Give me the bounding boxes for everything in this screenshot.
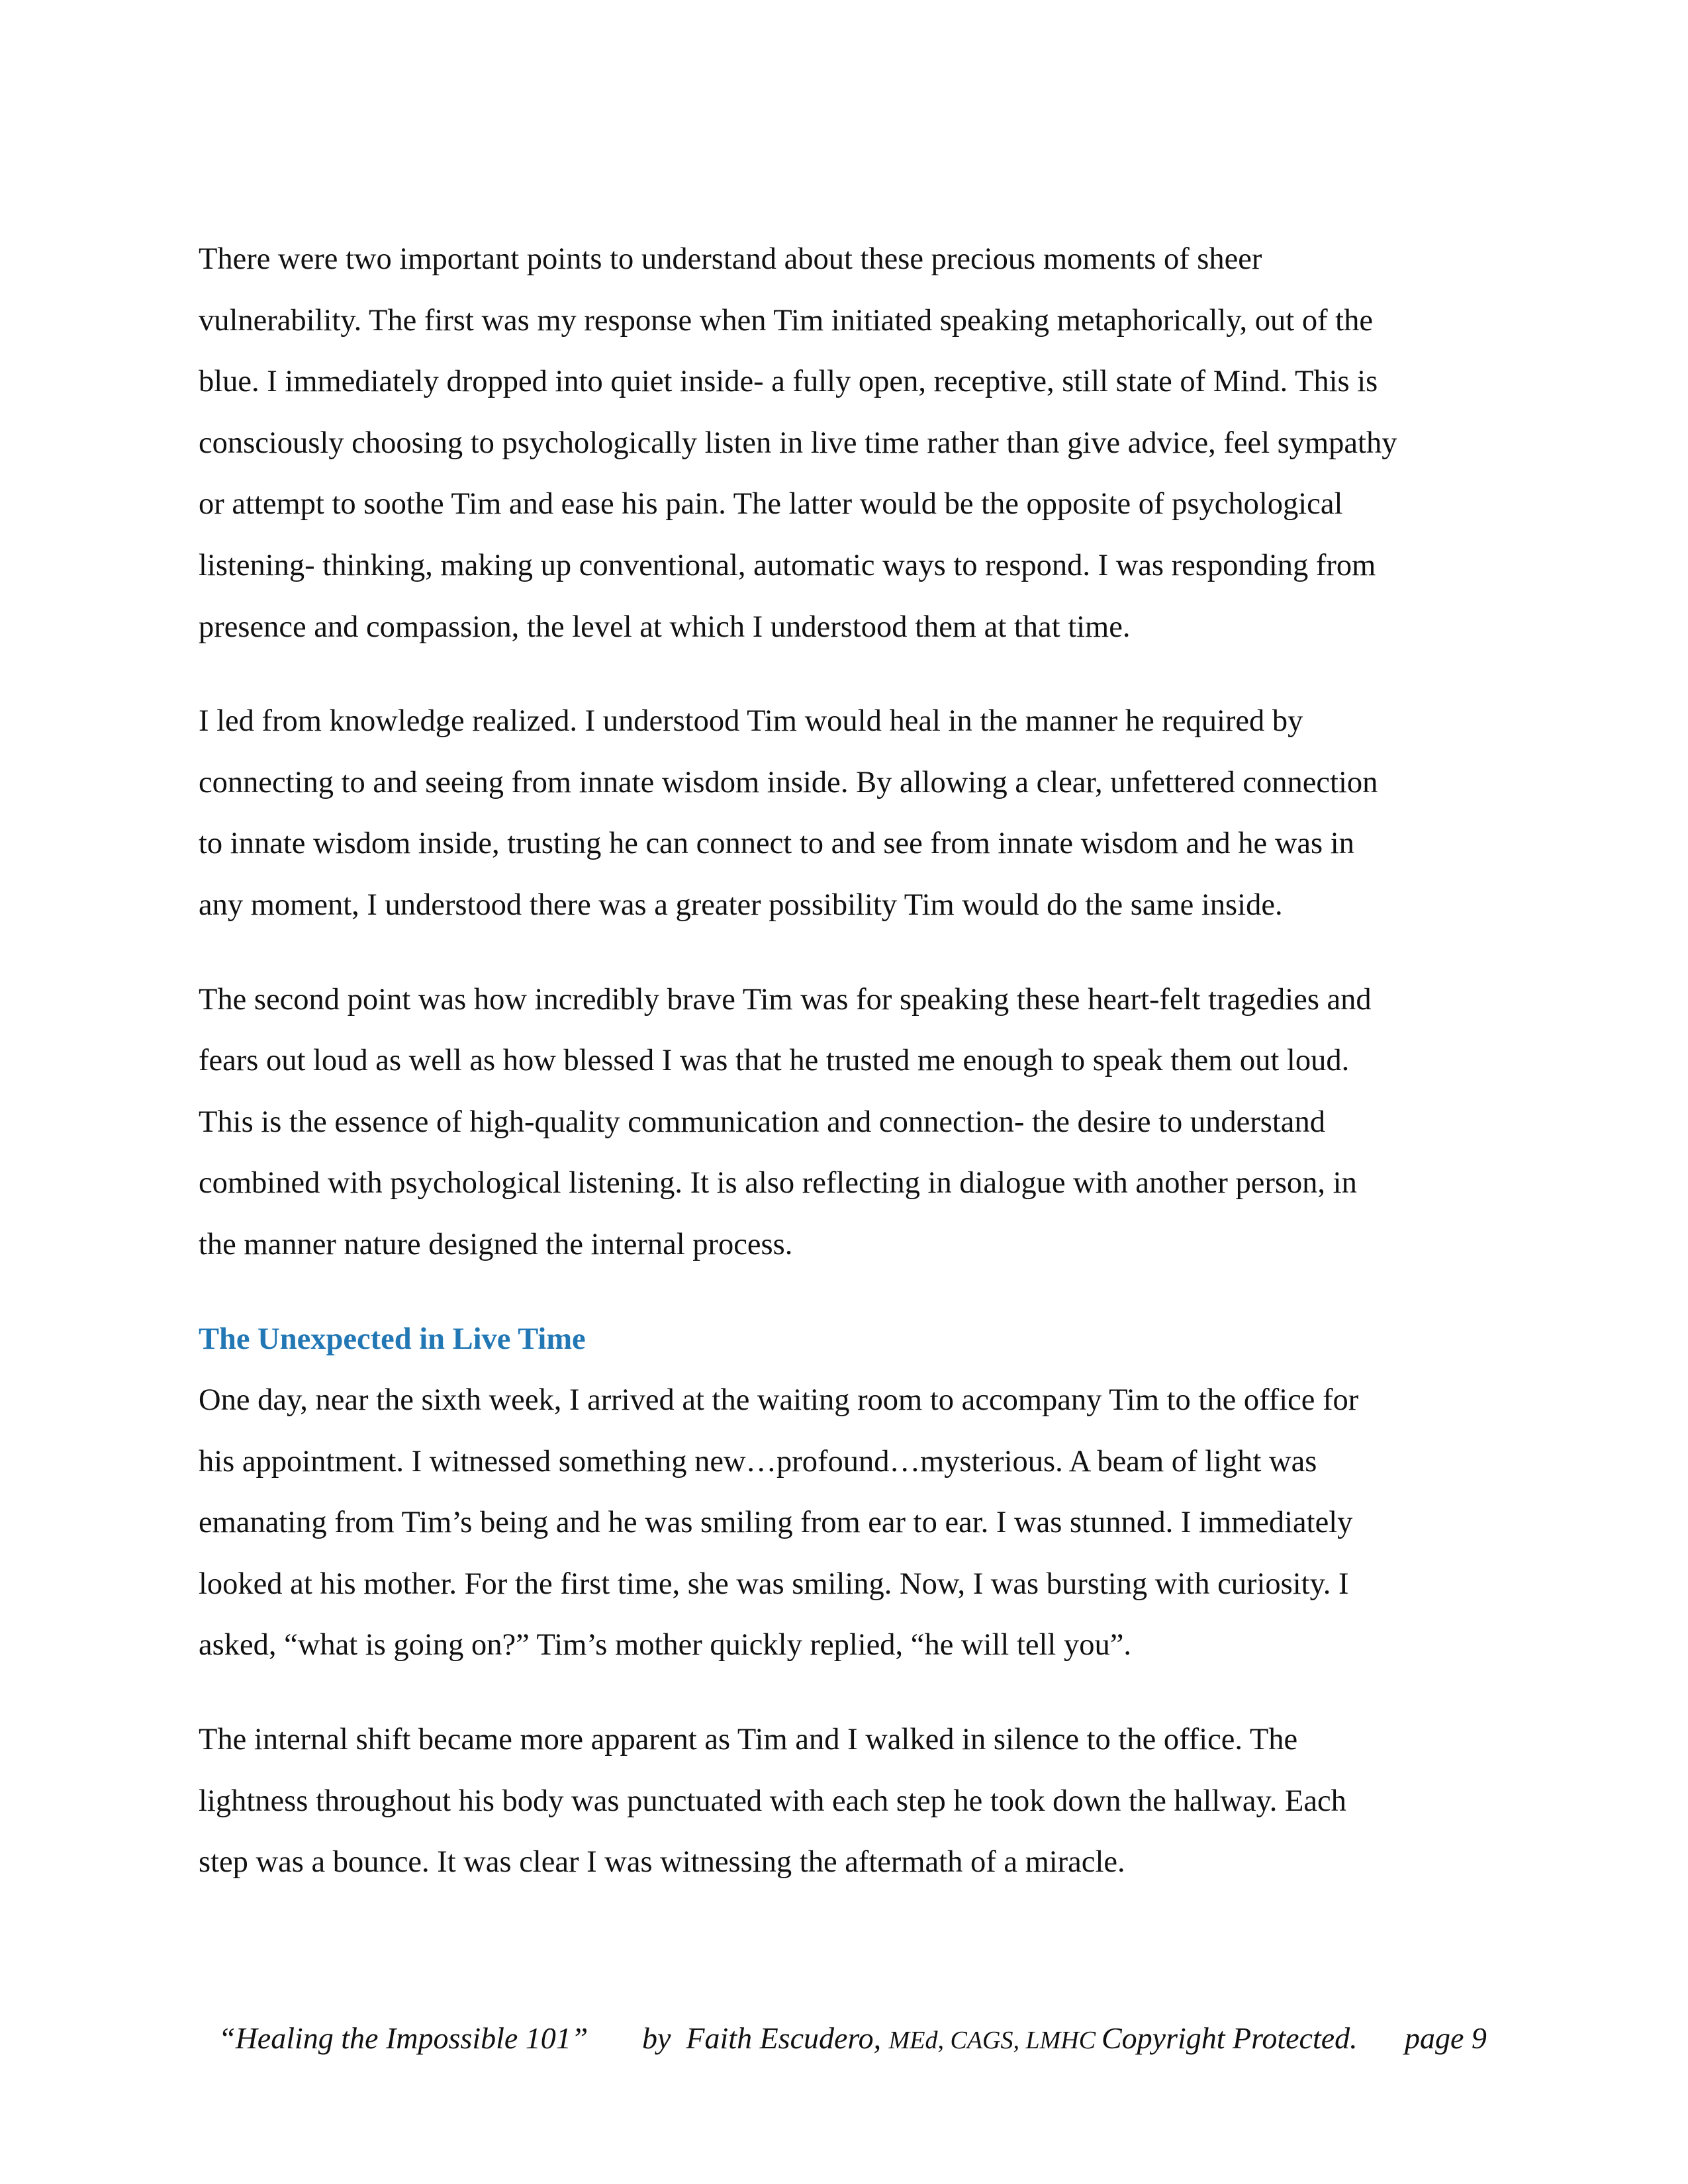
paragraph-line: blue. I immediately dropped into quiet inside- a fully open, receptive, still state of Mind. This is	[199, 365, 1378, 399]
paragraph-line: emanating from Tim’s being and he was smiling from ear to ear. I was stunned. I immediately	[199, 1506, 1353, 1540]
paragraph-5	[199, 1709, 1496, 1893]
paragraph-line: looked at his mother. For the first time, she was smiling. Now, I was bursting with curiosity. I	[199, 1567, 1349, 1601]
footer-book-title: “Healing the Impossible 101”	[218, 2021, 588, 2055]
paragraph-line: any moment, I understood there was a greater possibility Tim would do the same inside.	[199, 887, 1283, 922]
paragraph-line: to innate wisdom inside, trusting he can connect to and see from innate wisdom and he was in	[199, 827, 1354, 861]
paragraph-line: presence and compassion, the level at which I understood them at that time.	[199, 610, 1131, 644]
paragraph-line: his appointment. I witnessed something new…profound…mysterious. A beam of light was	[199, 1444, 1317, 1479]
paragraph-line: consciously choosing to psychologically listen in live time rather than give advice, feel sympathy	[199, 426, 1397, 460]
paragraph-line: or attempt to soothe Tim and ease his pain. The latter would be the opposite of psychological	[199, 487, 1343, 522]
body-text	[199, 229, 1496, 1927]
paragraph-line: The second point was how incredibly brave Tim was for speaking these heart-felt tragedies and	[199, 982, 1372, 1017]
page-footer	[0, 2012, 1688, 2065]
paragraph-line: vulnerability. The first was my response when Tim initiated speaking metaphorically, out of the	[199, 303, 1373, 338]
footer-author	[642, 2012, 1096, 2067]
paragraph-line: One day, near the sixth week, I arrived at the waiting room to accompany Tim to the office for	[199, 1383, 1359, 1418]
paragraph-line: combined with psychological listening. It is also reflecting in dialogue with another person, in	[199, 1166, 1357, 1201]
paragraph-line: fears out loud as well as how blessed I was that he trusted me enough to speak them out loud.	[199, 1044, 1350, 1078]
paragraph-line: There were two important points to understand about these precious moments of sheer	[199, 242, 1262, 276]
footer-author-name: Faith Escudero,	[686, 2021, 882, 2055]
section-heading: The Unexpected in Live Time	[199, 1322, 586, 1356]
paragraph-2	[199, 691, 1496, 936]
footer-page-number: page 9	[1405, 2021, 1487, 2055]
paragraph-line: listening- thinking, making up conventional, automatic ways to respond. I was responding from	[199, 548, 1376, 582]
paragraph-line: the manner nature designed the internal process.	[199, 1227, 793, 1261]
paragraph-line: step was a bounce. It was clear I was witnessing the aftermath of a miracle.	[199, 1845, 1125, 1880]
footer-by: by	[642, 2021, 671, 2055]
paragraph-line: connecting to and seeing from innate wisdom inside. By allowing a clear, unfettered connection	[199, 765, 1378, 799]
paragraph-line: I led from knowledge realized. I understood Tim would heal in the manner he required by	[199, 704, 1303, 739]
footer-credentials: MEd, CAGS, LMHC	[888, 2026, 1096, 2054]
paragraph-line: The internal shift became more apparent as Tim and I walked in silence to the office. The	[199, 1723, 1298, 1757]
paragraph-line: This is the essence of high-quality communication and connection- the desire to understand	[199, 1105, 1325, 1139]
paragraph-line: asked, “what is going on?” Tim’s mother quickly replied, “he will tell you”.	[199, 1628, 1131, 1662]
footer-copyright: Copyright Protected.	[1102, 2021, 1358, 2055]
paragraph-1	[199, 229, 1496, 658]
paragraph-4	[199, 1370, 1496, 1676]
paragraph-3	[199, 970, 1496, 1276]
paragraph-line: lightness throughout his body was punctuated with each step he took down the hallway. Each	[199, 1784, 1346, 1818]
